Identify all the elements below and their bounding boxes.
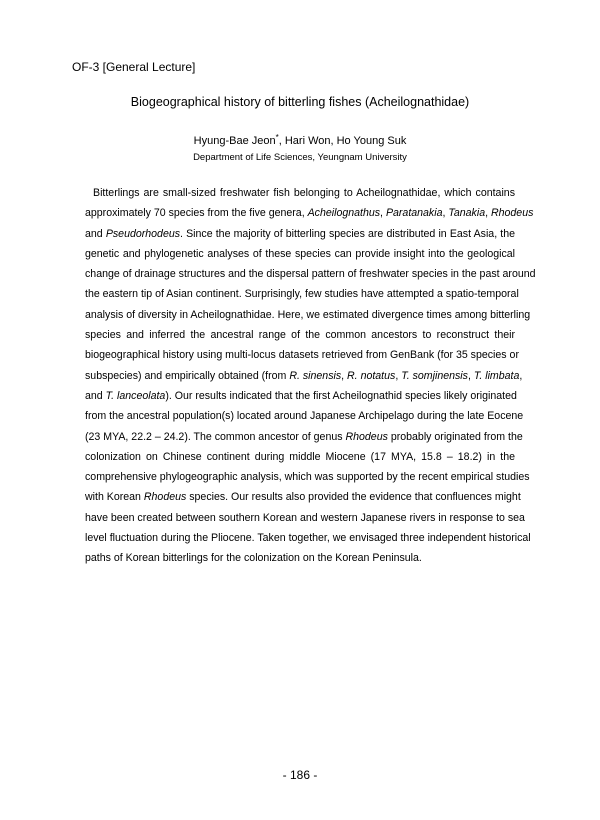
abstract-line xyxy=(85,406,524,426)
abstract-line xyxy=(85,548,515,568)
taxon-name: Paratanakia xyxy=(385,207,443,220)
abstract-text: paths of Korean bitterlings for the colonization on the Korean Peninsula. xyxy=(85,552,422,565)
paper-title: Biogeographical history of bitterling fishes (Acheilognathidae) xyxy=(130,95,470,109)
taxon-name: Rhodeus xyxy=(143,491,187,504)
abstract-text: from the ancestral population(s) located around Japanese Archipelago during the late Eocene xyxy=(85,410,524,423)
abstract-line xyxy=(85,244,515,264)
taxon-name: Pseudorhodeus xyxy=(105,227,181,240)
abstract-text: species. Our results also provided the evidence that confluences might xyxy=(186,491,521,504)
abstract-text: , xyxy=(395,369,402,382)
abstract-line xyxy=(85,203,534,223)
abstract-text: analysis of diversity in Acheilognathidae. Here, we estimated divergence times among bitterling xyxy=(85,308,531,321)
abstract-line xyxy=(85,447,515,467)
abstract-text: , xyxy=(519,369,523,382)
abstract-text: the eastern tip of Asian continent. Surprisingly, few studies have attempted a spatio-temporal xyxy=(85,288,519,301)
corresponding-author: Hyung-Bae Jeon xyxy=(193,135,276,147)
abstract-text: species and inferred the ancestral range of the common ancestors to reconstruct their xyxy=(85,329,515,342)
abstract-text: , xyxy=(485,207,491,220)
taxon-name: T. limbata xyxy=(473,369,520,382)
abstract-line xyxy=(85,224,515,244)
abstract-text: ). Our results indicated that the first Acheilognathid species likely originated xyxy=(165,389,517,402)
abstract-text: with Korean xyxy=(85,491,144,504)
taxon-name: R. sinensis xyxy=(289,369,342,382)
page-number: - 186 - xyxy=(282,768,318,782)
abstract-line xyxy=(85,467,530,487)
abstract-line xyxy=(85,528,531,548)
abstract-text: Bitterlings are small-sized freshwater fish belonging to Acheilognathidae, which contains xyxy=(93,187,515,199)
abstract-line xyxy=(85,508,525,528)
abstract-text: subspecies) and empirically obtained (from xyxy=(85,369,290,382)
abstract-text: change of drainage structures and the dispersal pattern of freshwater species in the past around xyxy=(85,268,536,281)
abstract-line xyxy=(85,345,519,365)
abstract-line xyxy=(85,325,515,345)
abstract-text: , xyxy=(341,369,348,382)
abstract-text: probably originated from the xyxy=(387,430,523,443)
abstract-text: , xyxy=(380,207,386,220)
corresponding-author-mark: * xyxy=(275,133,279,142)
abstract-text: have been created between southern Korean and western Japanese rivers in response to sea xyxy=(85,511,525,524)
taxon-name: Tanakia xyxy=(448,207,486,220)
abstract-text: level fluctuation during the Pliocene. Taken together, we envisaged three independent historical xyxy=(85,532,531,545)
taxon-name: T. lanceolata xyxy=(105,389,166,402)
abstract-text: approximately 70 species from the five genera, xyxy=(85,207,308,220)
session-label: OF-3 [General Lecture] xyxy=(72,60,196,74)
abstract-line xyxy=(85,183,515,203)
abstract-text: , xyxy=(442,207,449,220)
affiliation: Department of Life Sciences, Yeungnam University xyxy=(193,152,407,163)
abstract-text: genetic and phylogenetic analyses of these species can provide insight into the geological xyxy=(85,247,515,260)
abstract-body xyxy=(85,183,536,569)
taxon-name: Acheilognathus xyxy=(307,207,381,220)
taxon-name: Rhodeus xyxy=(345,430,388,443)
abstract-line xyxy=(85,284,519,304)
abstract-text: . Since the majority of bitterling species are distributed in East Asia, the xyxy=(180,227,515,240)
taxon-name: Rhodeus xyxy=(490,207,534,220)
abstract-line xyxy=(85,427,523,447)
abstract-line xyxy=(85,264,536,284)
abstract-text: comprehensive phylogeographic analysis, which was supported by the recent empirical studies xyxy=(85,471,530,484)
abstract-line xyxy=(85,386,515,406)
co-authors: , Hari Won, Ho Young Suk xyxy=(278,135,407,147)
author-list xyxy=(0,134,600,148)
abstract-text: (23 MYA, 22.2 – 24.2). The common ancestor of genus xyxy=(85,430,346,443)
abstract-text: and xyxy=(85,389,106,402)
taxon-name: R. notatus xyxy=(347,369,396,382)
abstract-line xyxy=(85,487,521,507)
abstract-line xyxy=(85,366,523,386)
abstract-line xyxy=(85,305,531,325)
abstract-text: , xyxy=(467,369,474,382)
abstract-text: colonization on Chinese continent during middle Miocene (17 MYA, 15.8 – 18.2) in the xyxy=(85,450,515,463)
abstract-text: biogeographical history using multi-locus datasets retrieved from GenBank (for 35 species or xyxy=(85,349,519,362)
taxon-name: T. somjinensis xyxy=(401,369,468,382)
abstract-text: and xyxy=(85,227,106,240)
